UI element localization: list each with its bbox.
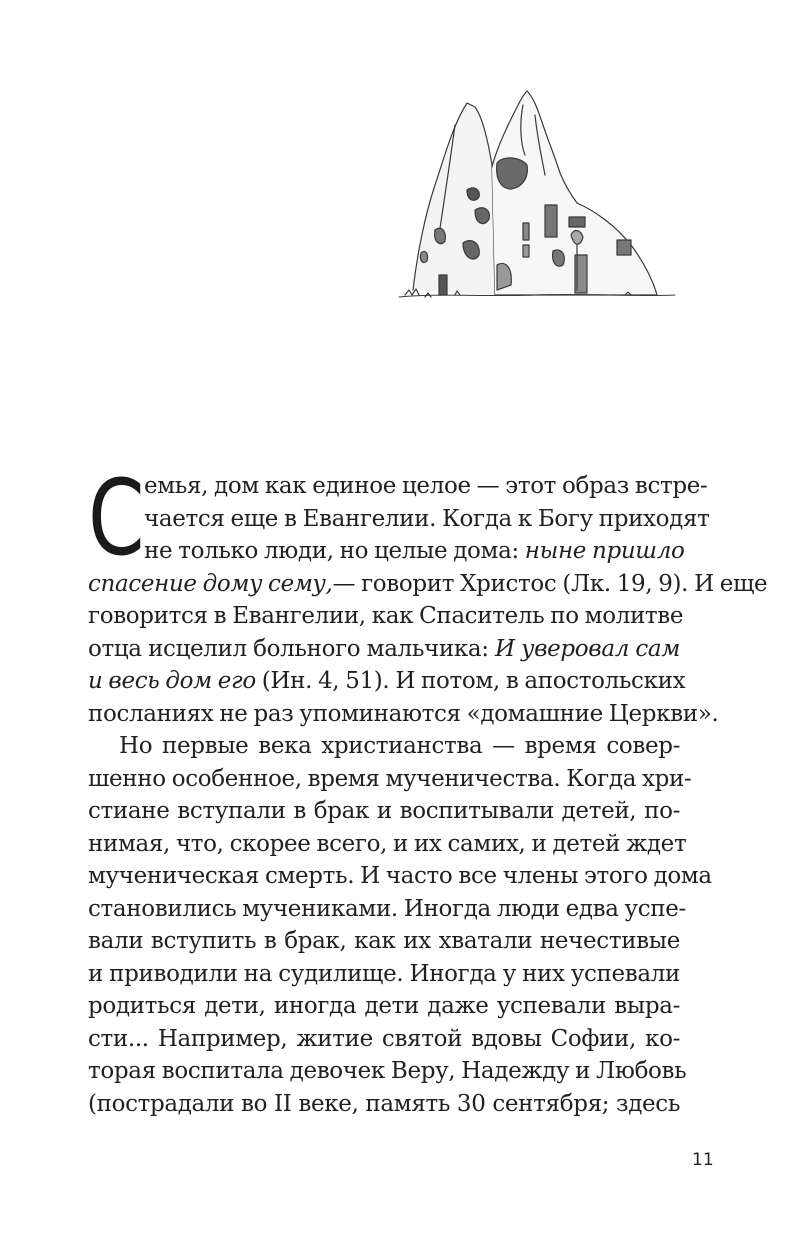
scripture-quote: и весь дом его (88, 668, 256, 694)
page-number: 11 (692, 1150, 714, 1170)
text-line: и весь дом его (Ин. 4, 51). И потом, в апостольских (88, 668, 686, 694)
body-text (88, 457, 768, 1120)
text-line: отца исцелил больного мальчика: И уверовал сам (88, 635, 680, 662)
text-line: мученическая смерть. И часто все члены этого дома (88, 863, 712, 889)
text-line: емья, дом как единое целое — этот образ встре- (144, 473, 708, 499)
drop-cap: С (88, 457, 145, 579)
text-line: не только люди, но целые дома: ныне пришло (144, 538, 685, 564)
scripture-quote: ныне пришло (524, 538, 685, 564)
text-line: и приводили на судилище. Иногда у них успевали (88, 960, 680, 987)
text-line: нимая, что, скорее всего, и их самих, и детей ждет (88, 830, 687, 857)
text-line: шенно особенное, время мученичества. Когда хри- (88, 765, 692, 792)
scripture-quote: И уверовал сам (495, 635, 680, 662)
rock-formation-sketch-icon (395, 85, 680, 310)
text-line: родиться дети, иногда дети даже успевали выра- (88, 993, 680, 1019)
text-line: сти... Например, житие святой вдовы Софии, ко- (88, 1025, 680, 1052)
paragraph-1 (88, 457, 768, 730)
text-line: вали вступить в брак, как их хватали нечестивые (88, 928, 680, 954)
text-line: чается еще в Евангелии. Когда к Богу приходят (144, 505, 710, 532)
scripture-quote: спасение дому сему, (88, 570, 333, 597)
text-line: посланиях не раз упоминаются «домашние Церкви». (88, 700, 719, 727)
text-line: становились мучениками. Иногда люди едва успе- (88, 895, 686, 922)
text-line: (пострадали во II веке, память 30 сентября; здесь (88, 1090, 680, 1117)
text-line: спасение дому сему,— говорит Христос (Лк. 19, 9). И еще (88, 570, 768, 597)
cave-church-illustration (395, 85, 680, 310)
text-line: Но первые века христианства — время совер- (119, 733, 680, 759)
text-line: говорится в Евангелии, как Спаситель по молитве (88, 603, 684, 629)
text-line: торая воспитала девочек Веру, Надежду и Любовь (88, 1058, 687, 1084)
paragraph-2 (88, 730, 712, 1120)
text-line: стиане вступали в брак и воспитывали детей, по- (88, 798, 680, 824)
